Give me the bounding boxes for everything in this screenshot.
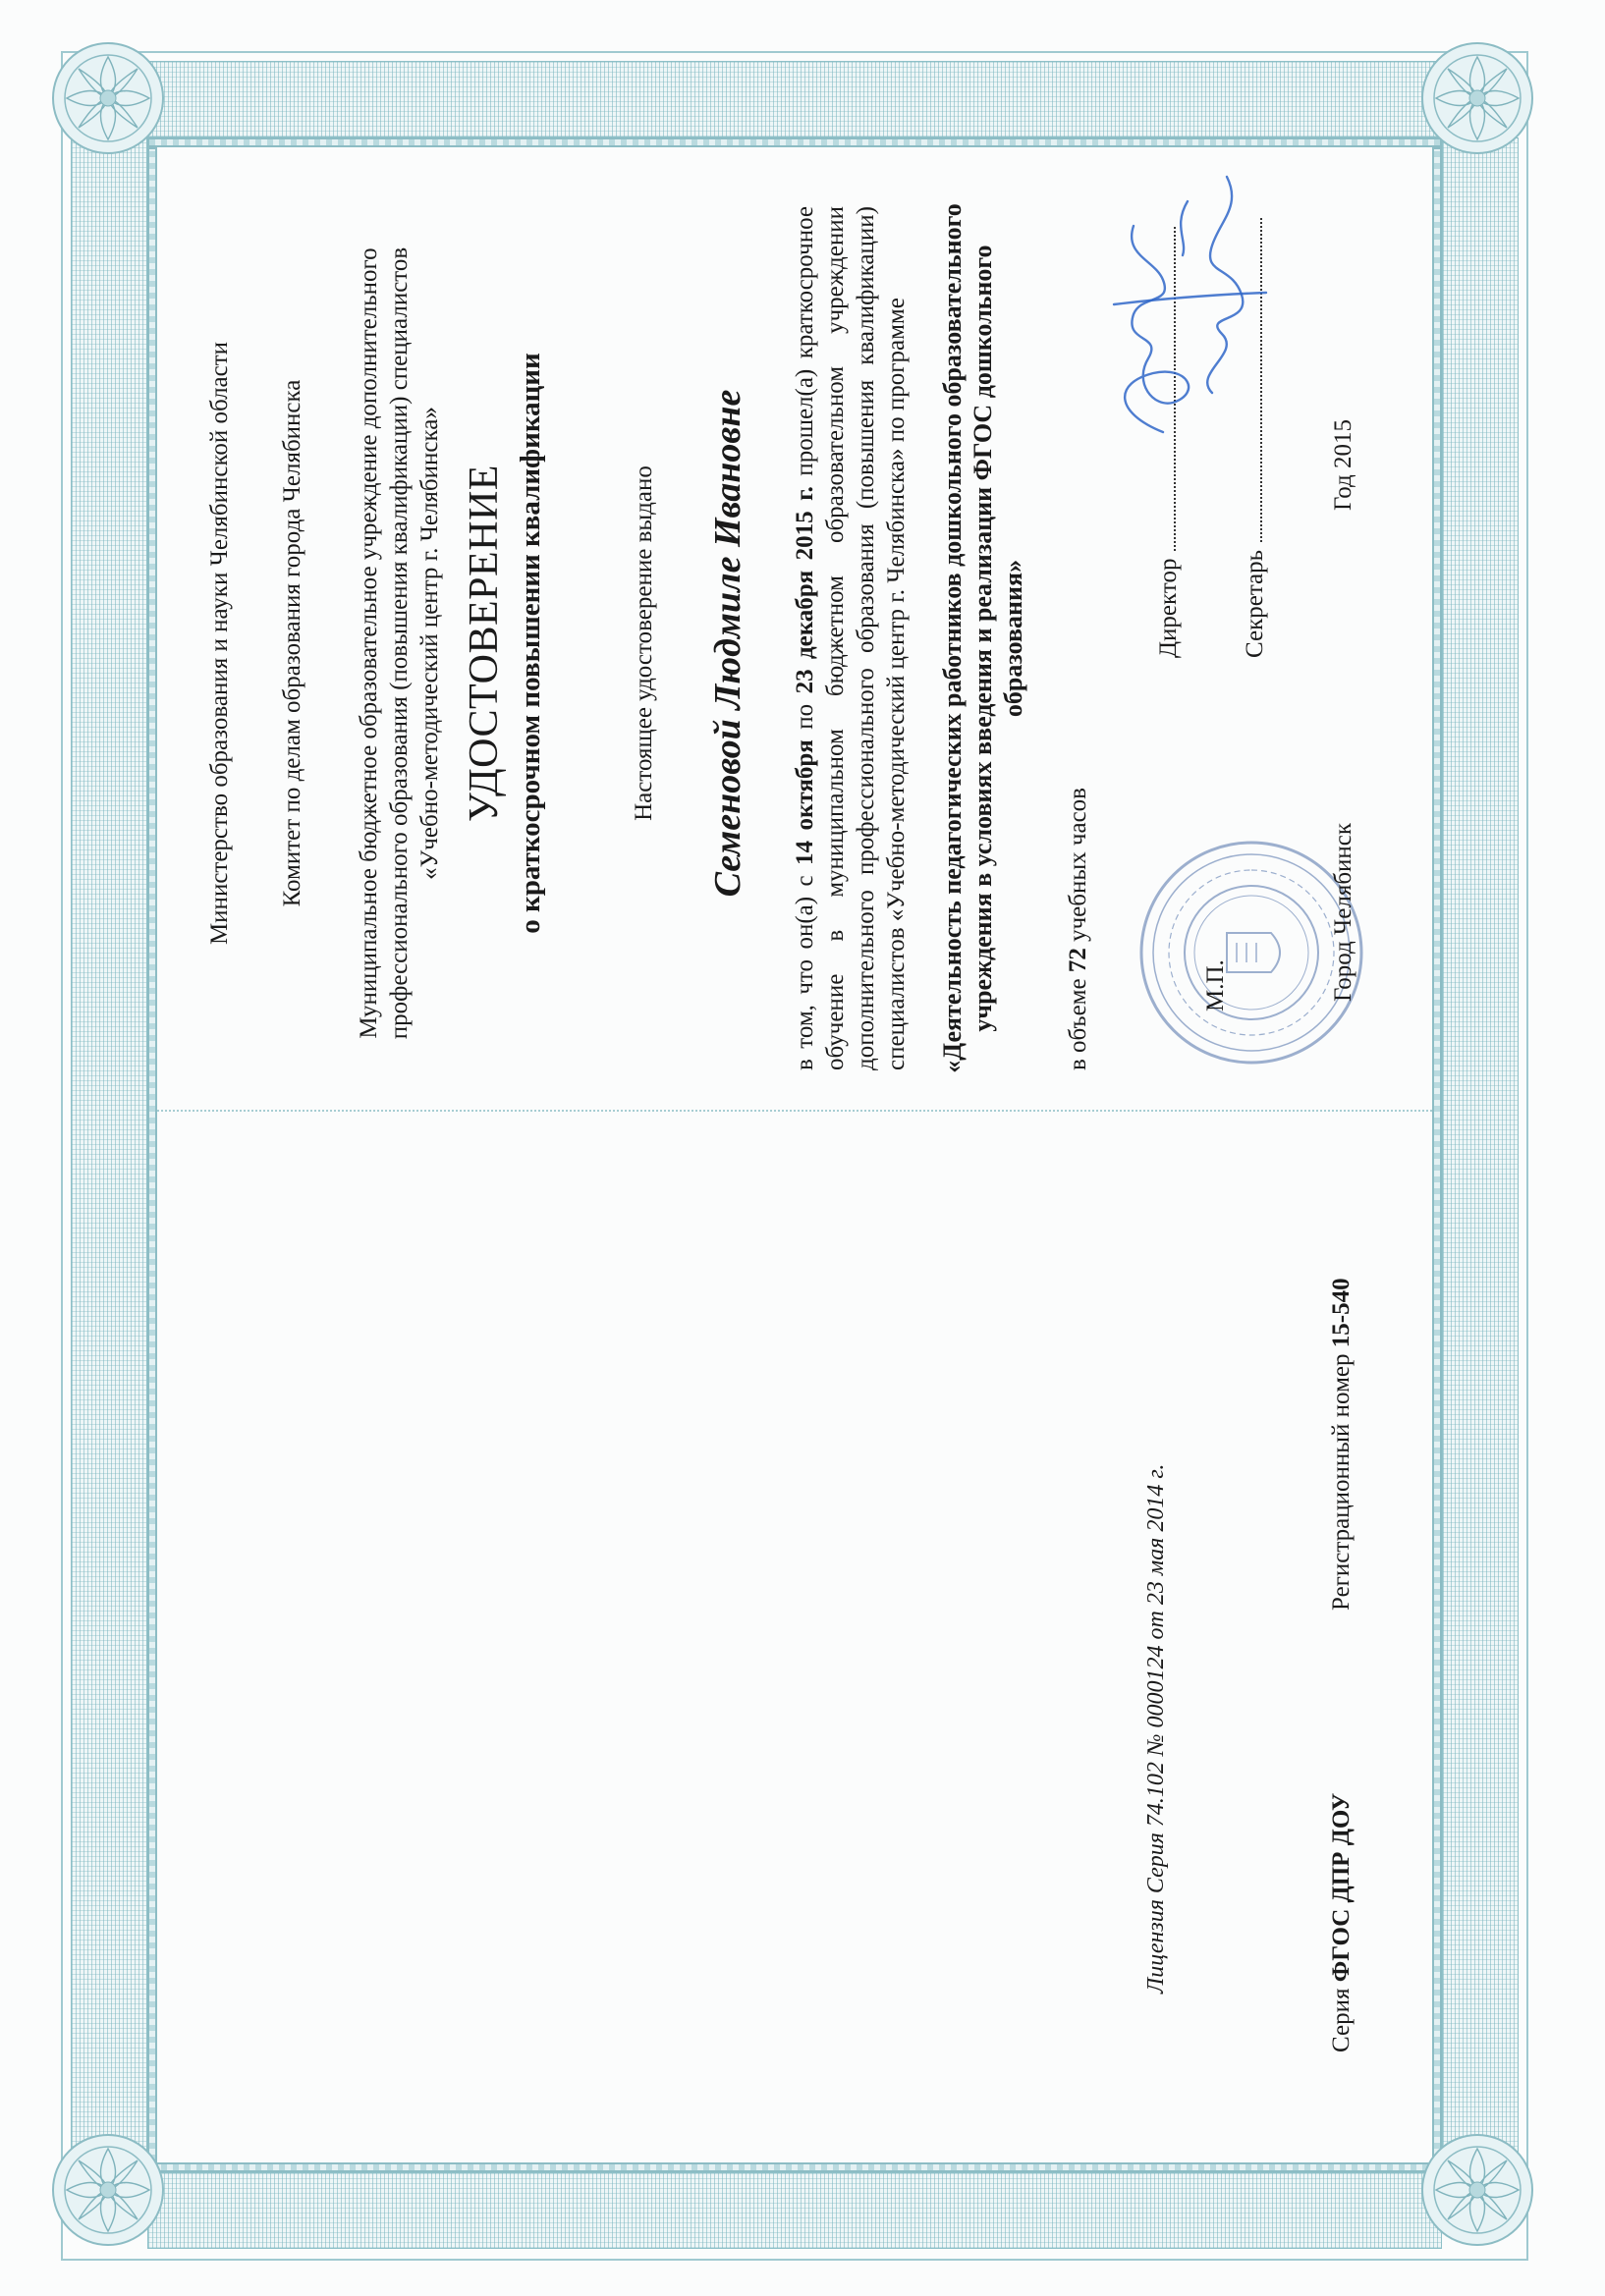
seal-label: М.П.	[1202, 959, 1229, 1011]
registration-number: 15-540	[1328, 1278, 1355, 1348]
corner-rosette-icon	[49, 2131, 167, 2249]
series-label: Серия	[1328, 1988, 1355, 2052]
body-prefix: в том, что он(а) с	[792, 875, 818, 1070]
certificate-left-half	[161, 1169, 1428, 2160]
certificate-body	[790, 206, 912, 1070]
certificate-right-half	[161, 147, 1428, 1139]
frame-band-left	[71, 137, 147, 2172]
series-value: ФГОС ДПР ДОУ	[1328, 1792, 1355, 1983]
date-to: 23 декабря 2015 г.	[792, 486, 818, 694]
year-line	[1330, 419, 1357, 511]
registration-label: Регистрационный номер	[1328, 1353, 1355, 1611]
frame-inner-bottom	[147, 2162, 1442, 2172]
license-line: Лицензия Серия 74.102 № 0000124 от 23 мая 2014 г.	[1143, 1463, 1169, 1994]
document-title: УДОСТОВЕРЕНИЕ	[462, 465, 507, 822]
director-label: Директор	[1155, 558, 1182, 658]
volume-suffix: учебных часов	[1065, 788, 1091, 942]
corner-rosette-icon	[1418, 2131, 1536, 2249]
frame-inner-right	[1432, 147, 1442, 2162]
institution-name: Муниципальное бюджетное образовательное учреждение дополнительного профессионального образования (повышения квалификации) специалистов «Учебно-методический центр г. Челябинска»	[356, 246, 443, 1040]
body-by: по	[792, 703, 818, 730]
secretary-label: Секретарь	[1242, 549, 1268, 658]
series-line	[1328, 1793, 1356, 2052]
recipient-name: Семеновой Людмиле Ивановне	[707, 389, 748, 898]
handwritten-signature-icon	[1094, 157, 1281, 452]
volume-line	[1065, 206, 1092, 1070]
frame-band-top	[147, 61, 1442, 137]
corner-rosette-icon	[1418, 39, 1536, 157]
volume-prefix: в объеме	[1065, 978, 1091, 1070]
body-rest: прошел(а) краткосрочное обучение в муниципальном бюджетном образовательном учреждении дополнительного профессионального образования (повышения квалификации) специалистов «Учебно-методический центр г. Челябинска» по программе	[792, 205, 910, 1070]
year-value: 2015	[1330, 418, 1356, 468]
program-title: «Деятельность педагогических работников дошкольного образовательного учреждения в условиях введения и реализации ФГОС дошкольного образования»	[938, 203, 1027, 1073]
document-subtitle: о краткосрочном повышении квалификации	[515, 353, 546, 934]
issued-to-label: Настоящее удостоверение выдано	[631, 465, 657, 821]
frame-inner-top	[147, 137, 1442, 147]
frame-band-right	[1442, 137, 1519, 2172]
committee-name: Комитет по делам образования города Челябинска	[279, 379, 305, 907]
hours-value: 72	[1065, 948, 1091, 973]
registration-number-line	[1328, 1278, 1356, 1611]
date-from: 14 октября	[792, 739, 818, 865]
frame-band-bottom	[147, 2172, 1442, 2249]
year-label: Год	[1330, 474, 1356, 511]
corner-rosette-icon	[49, 39, 167, 157]
city-line: Город Челябинск	[1330, 822, 1356, 1002]
ministry-name: Министерство образования и науки Челябинской области	[206, 341, 233, 946]
certificate-content	[161, 147, 1428, 2160]
frame-inner-left	[147, 147, 157, 2162]
